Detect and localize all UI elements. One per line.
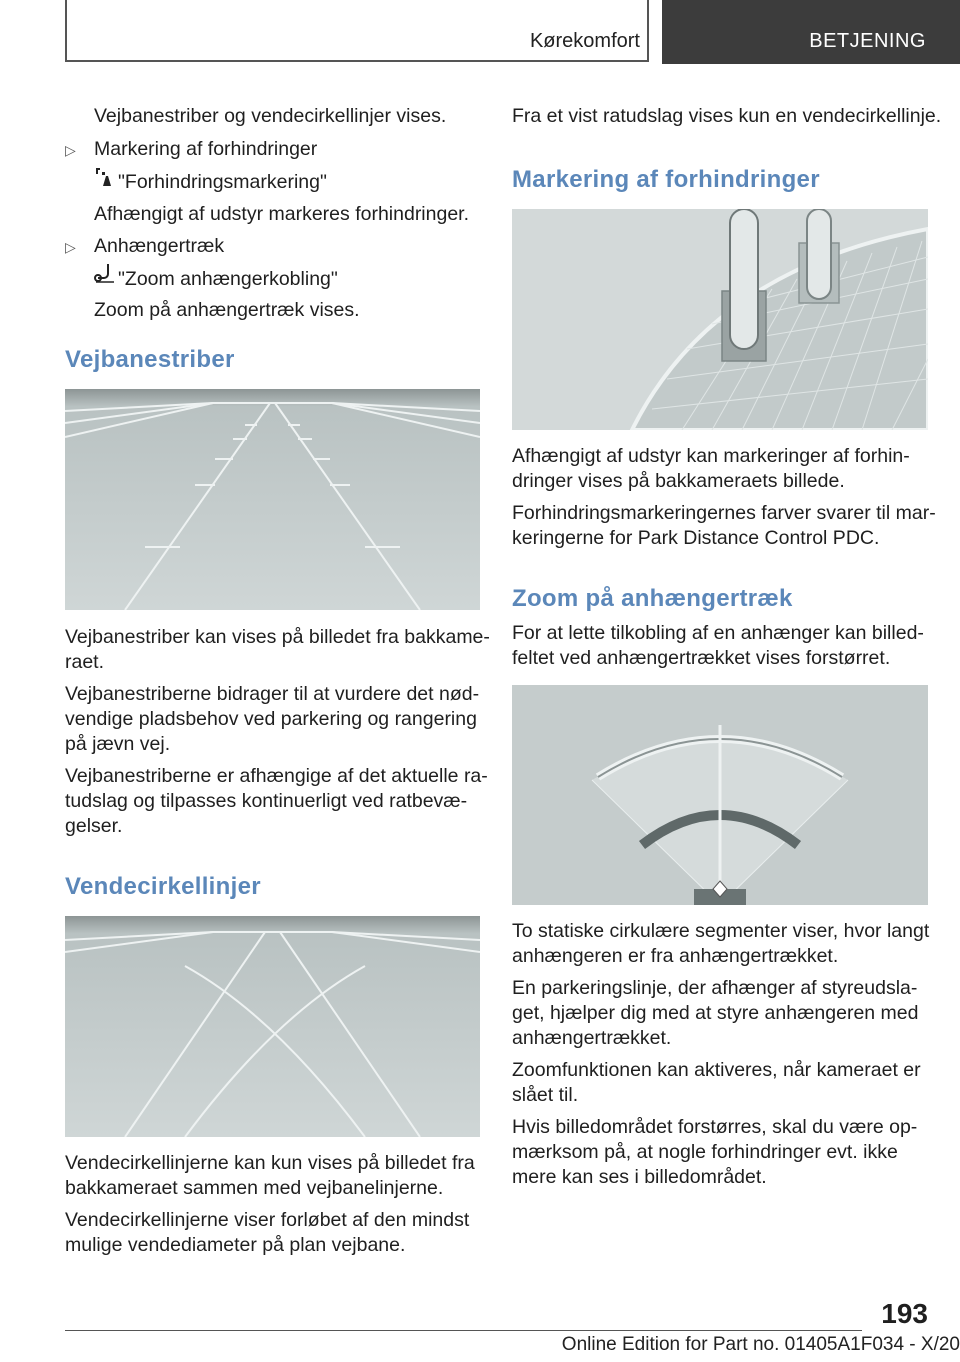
figure-lane-lines [65,389,480,610]
zoom-para5-line2: mærksom på, at nogle forhindringer evt. ikke [512,1141,898,1163]
heading-lane-lines: Vejbanestriber [65,346,235,373]
obs-para1-line2: dringer vises på bakkameraets billede. [512,470,845,492]
heading-hitch-zoom: Zoom på anhængertræk [512,585,793,612]
zoom-para2-line1: To statiske cirkulære segmenter viser, hvor langt [512,920,930,942]
zoom-para1-line1: For at lette tilkobling af en anhænger kan billed- [512,622,924,644]
heading-turning-circle-lines: Vendecirkellinjer [65,873,261,900]
turn-para1-line2: bakkameraet sammen med vejbanelinjerne. [65,1177,444,1199]
turn-para2-line2: mulige vendediameter på plan vejbane. [65,1234,406,1256]
turn-para2-line1: Vendecirkellinjerne viser forløbet af den mindst [65,1209,470,1231]
zoom-para4-line2: slået til. [512,1084,579,1106]
figure-obstacle-marking [512,209,928,430]
lanes-para1-line1: Vejbanestriber kan vises på billedet fra bakkame- [65,626,490,648]
trailer-hitch-icon [94,262,116,284]
heading-obstacle-marking: Markering af forhindringer [512,166,820,193]
bullet-hitch-menu: "Zoom anhængerkobling" [118,268,338,290]
zoom-para3-line3: anhængertrækket. [512,1027,672,1049]
lanes-para2-line2: vendige pladsbehov ved parkering og rangering [65,708,477,730]
obstacle-marking-icon [94,166,114,188]
lanes-para3-line3: gelser. [65,815,123,837]
figure-turning-circle-lines [65,916,480,1137]
lanes-para1-line2: raet. [65,651,105,673]
lanes-para2-line1: Vejbanestriberne bidrager til at vurdere det nød- [65,683,480,705]
lanes-para3-line2: tudslag og tilpasses kontinuerligt ved ratbevæ- [65,790,468,812]
zoom-para5-line3: mere kan ses i billedområdet. [512,1166,767,1188]
bullet-triangle-icon: ▷ [65,142,76,158]
bullet-obstacles-menu: "Forhindringsmarkering" [118,171,327,193]
bullet-hitch-desc: Zoom på anhængertræk vises. [94,299,360,321]
obs-para2-line2: keringerne for Park Distance Control PDC. [512,527,880,549]
figure-hitch-zoom [512,685,928,905]
zoom-para5-line1: Hvis billedområdet forstørres, skal du være op- [512,1116,918,1138]
zoom-para3-line1: En parkeringslinje, der afhænger af styreudsla- [512,977,918,999]
lanes-para2-line3: på jævn vej. [65,733,171,755]
zoom-para2-line2: anhængeren er fra anhængertrækket. [512,945,839,967]
bullet-obstacles-desc: Afhængigt af udstyr markeres forhindringer. [94,203,470,225]
chapter-title: BETJENING [809,30,926,52]
section-title: Kørekomfort [529,30,640,52]
zoom-para3-line2: get, hjælper dig med at styre anhængeren med [512,1002,919,1024]
online-edition-link[interactable]: Online Edition for Part no. 01405A1F034 - X/20 [561,1334,960,1355]
zoom-para1-line2: feltet ved anhængertrækket vises forstørret. [512,647,891,669]
turn-para1-line1: Vendecirkellinjerne kan kun vises på billedet fra [65,1152,475,1174]
page-number: 193 [881,1298,928,1329]
obs-para1-line1: Afhængigt af udstyr kan markeringer af forhin- [512,445,910,467]
bullet-triangle-icon: ▷ [65,239,76,255]
intro-line: Vejbanestriber og vendecirkellinjer vises. [94,105,447,127]
zoom-para4-line1: Zoomfunktionen kan aktiveres, når kameraet er [512,1059,921,1081]
bullet-obstacles-title: Markering af forhindringer [94,138,318,160]
bullet-hitch-title: Anhængertræk [94,235,225,257]
right-intro-line: Fra et vist ratudslag vises kun en vendecirkellinje. [512,105,942,127]
footer-divider [65,1330,862,1331]
lanes-para3-line1: Vejbanestriberne er afhængige af det aktuelle ra- [65,765,488,787]
obs-para2-line1: Forhindringsmarkeringernes farver svarer til mar- [512,502,936,524]
